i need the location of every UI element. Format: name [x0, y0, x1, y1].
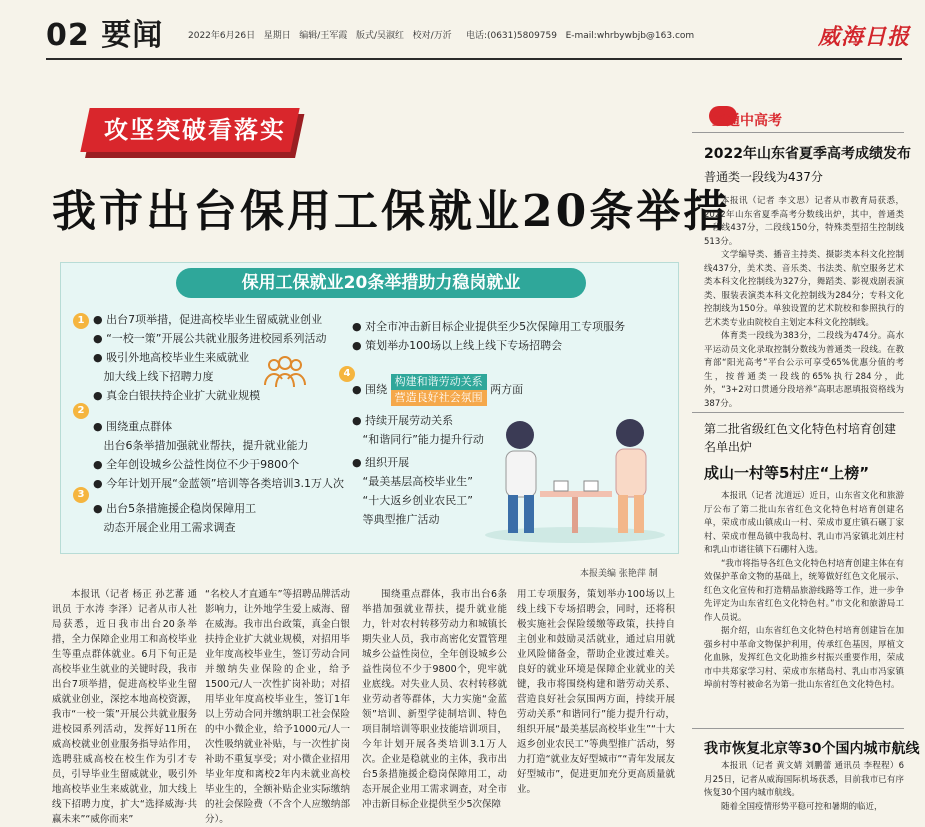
graduates-illustration: [480, 395, 670, 545]
section-3-badge: 3: [73, 487, 89, 503]
page-number: 02 要闻: [46, 18, 164, 53]
paper-logo: 威海日报: [818, 24, 911, 50]
right-divider: [692, 412, 904, 413]
story-2-body: 本报讯（记者 沈道远）近日，山东省文化和旅游厅公布了第二批山东省红色文化特色村培育创建名单，荣成市成山镇成山一村、荣成市夏庄镇石碾丁家村、荣成市俚岛镇中我岛村、乳山市冯家镇北刘庄村和乳山市诸往镇下石硼村入选。 “我市将指导各红色文化特色村培育创建主体在有效保护革命文物的基础上，统筹做好红色文化展示、红色文化宣传和打造精品旅游线路等工作，进一步争先评定为山东省红色文化特色村。”市文化和旅游局工作人员说。 据介绍，山东省红色文化特色村培育创建旨在加强乡村中革命文物保护利用，传承红色基因，厚植文化血脉，发挥红色文化助推乡村振兴重要作用，荣成市中共郑家学习村、荣成市东楮岛村、乳山市冯家镇埠前村等村被命名为第一批山东省红色文化特色村。: [704, 491, 904, 690]
story-1-subtitle: 普通类一段线为437分: [704, 170, 823, 184]
email-link[interactable]: E-mail:whrbywbjb@163.com: [565, 31, 695, 41]
tag-social-atmosphere: 营造良好社会氛围: [391, 390, 487, 406]
section-4-item: “最美基层高校毕业生”: [362, 475, 473, 488]
proofreader: 校对/万沂: [412, 31, 452, 41]
story-2-subtitle: 成山一村等5村庄“上榜”: [704, 464, 870, 482]
story-1-title: 2022年山东省夏季高考成绩发布: [704, 146, 911, 162]
section-4-badge: 4: [339, 366, 355, 382]
article-column-2: “名校人才直通车”等招聘品牌活动影响力，让外地学生爱上威海、留在威海。我市出台政策，真金白银扶持企业扩大就业规模，对招用毕业年度高校毕业生，签订劳动合同并缴纳失业保险的企业，给予1500元/人一次性扩岗补助；对招用毕业年度高校毕业生，签订1年以上劳动合同并缴纳职工社会保险的中小微企业，给予1000元/人一次性吸纳就业补贴，与一次性扩岗补助不重复享受；对小微企业招用毕业年度和离校2年内未就业高校毕业生的，全额补贴企业实际缴纳的社会保险费（不含个人应缴纳部分）。: [205, 589, 350, 825]
section-2-item: 出台6条举措加强就业帮扶，提升就业能力: [103, 439, 309, 452]
infographic-section-2: [93, 418, 344, 494]
section-4-item: “十大返乡创业农民工”: [362, 494, 473, 507]
story-2-title: 第二批省级红色文化特色村培育创建名单出炉: [704, 422, 897, 454]
infographic-section-3: [93, 500, 256, 538]
infographic-title: 保用工保就业20条举措助力稳岗就业: [176, 268, 586, 298]
section-1-item: ● 吸引外地高校毕业生来威就业: [93, 351, 250, 364]
layout-editor: 版式/吴淑红: [355, 31, 404, 41]
masthead-divider: [46, 58, 902, 60]
section-1-item: 加大线上线下招聘力度: [103, 370, 214, 383]
right-divider: [692, 132, 904, 133]
section-4-item: “和谐同行”能力提升行动: [362, 433, 484, 446]
section-4-item: ● 持续开展劳动关系: [352, 414, 454, 427]
section-2-item: ● 全年创设城乡公益性岗位不少于9800个: [93, 458, 300, 471]
editor: 编辑/王军霞: [299, 31, 348, 41]
masthead: [0, 0, 925, 66]
infographic-credit: 本报美编 张艳萍 制: [580, 569, 658, 579]
story-1-body: 本报讯（记者 李文思）记者从市教育局获悉，2022年山东省夏季高考分数线出炉，其中，普通类一段线437分，二段线150分，特殊类型招生控制线513分。 文学编导类、播音主持类、摄影类本科文化控制线437分，美术类、音乐类、书法类、航空服务艺术类本科文化控制线为327分，舞蹈类、影视戏剧表演类、服装表演类本科文化控制线为284分；专科文化控制线为150分。单独设置的艺术院校和参照执行的艺术类专业由院校自主划定本科文化控制线。 体育类一段线为383分，二段线为474分。高水平运动员文化录取控制分数线为普通类一段线。在教育部“阳光高考”平台公示可享受65%优惠分值的考生，按普通类一段线的65%执行284分，此外，“3+2对口贯通分段培养”高职志愿填报资格线为387分。: [704, 196, 904, 409]
section-1-item: ● 真金白银扶持企业扩大就业规模: [93, 389, 261, 402]
article-column-3: 围绕重点群体，我市出台6条举措加强就业帮扶，提升就业能力，针对农村转移劳动力和城镇长期失业人员，我市高密化安置管理城乡公益性岗位，全年创设城乡公益性岗位不少于9800个，兜牢就业底线。对失业人员、农村转移就业劳动者等群体，大力实施“金蓝领”培训、新型学徒制培训、特色项目制培训等职业技能培训项目，今年计划开展各类培训3.1万人次。企业是稳就业的主体，我市出台5条措施援企稳岗保障用工，动态开展企业用工需求调查，对全市冲击新目标企业提供至少5次保障: [362, 589, 507, 810]
tag-harmonious-labor: 构建和谐劳动关系: [391, 374, 487, 390]
issue-date: 2022年6月26日: [188, 31, 256, 41]
zhongkao-label: 直通中高考: [712, 113, 782, 129]
story-3-body: 本报讯（记者 黄文婧 刘鹏蕾 通讯员 李程程）6月25日，记者从威海国际机场获悉，目前我市已有序恢复30个国内城市航线。 随着全国疫情形势平稳可控和暑期的临近，: [704, 761, 904, 812]
headline: 我市出台保用工保就业20条举措: [52, 186, 731, 237]
section-1-item: ● 出台7项举措，促进高校毕业生留威就业创业: [93, 313, 323, 326]
section-4-item: ● 策划举办100场以上线上线下专场招聘会: [352, 339, 563, 352]
section-2-badge: 2: [73, 403, 89, 419]
right-divider: [692, 728, 904, 729]
section-2-item: ● 围绕重点群体: [93, 420, 173, 433]
article-column-4: 用工专项服务，策划举办100场以上线上线下专场招聘会，同时，还将积极实施社会保险缓缴等政策，扶持自主创业和鼓励灵活就业，通过启用就业风险储备金，帮助企业渡过难关。良好的就业环境是保障企业就业的关键，我市将围绕构建和谐劳动关系、营造良好社会氛围两方面，持续开展劳动关系“和谐同行”能力提升行动，组织开展“最美基层高校毕业生”“十大返乡创业农民工”等典型推广活动，努力打造“就业友好型城市”“青年发展友好型城市”，促进更加充分更高质量就业。: [517, 589, 675, 795]
section-3-item: 动态开展企业用工需求调查: [103, 521, 236, 534]
people-icon: [262, 353, 308, 393]
story-3-title: 我市恢复北京等30个国内城市航线: [704, 741, 920, 757]
phone: 电话:(0631)5809759: [465, 31, 557, 41]
section-4-item: 等典型推广活动: [362, 513, 440, 526]
article-column-1: 本报讯（记者 杨正 孙艺蕃 通讯员 于水涛 李泽）记者从市人社局获悉，近日我市出台20条举措，全力保障企业用工和高校毕业生等重点群体就业。6月下旬正是高校毕业生就业的关键时段，我市出台7项举措，促进高校毕业生留威就业创业，深挖本地高校资源，我市“一校一策”开展公共就业服务进校园系列活动，发挥好11所在威高校就业创业服务指导站作用，选聘驻威高校在校生作为引才专员，引导毕业生留威就业，吸引外地高校毕业生来威就业，加大线上线下招聘力度，扩大“选择威海·共赢未来”“威你而来”: [52, 589, 197, 825]
section-1-item: ● “一校一策”开展公共就业服务进校园系列活动: [93, 332, 327, 345]
section-1-badge: 1: [73, 313, 89, 329]
section-banner-label: 攻坚突破看落实: [104, 116, 286, 144]
section-4-item: ● 围绕 构建和谐劳动关系 营造良好社会氛围 两方面: [352, 375, 524, 404]
masthead-meta: [188, 28, 694, 41]
section-4-item: ● 对全市冲击新目标企业提供至少5次保障用工专项服务: [352, 320, 626, 333]
section-3-item: ● 出台5条措施援企稳岗保障用工: [93, 502, 257, 515]
section-2-item: ● 今年计划开展“金蓝领”培训等各类培训3.1万人次: [93, 477, 344, 490]
issue-weekday: 星期日: [263, 31, 291, 41]
section-4-item: ● 组织开展: [352, 456, 410, 469]
